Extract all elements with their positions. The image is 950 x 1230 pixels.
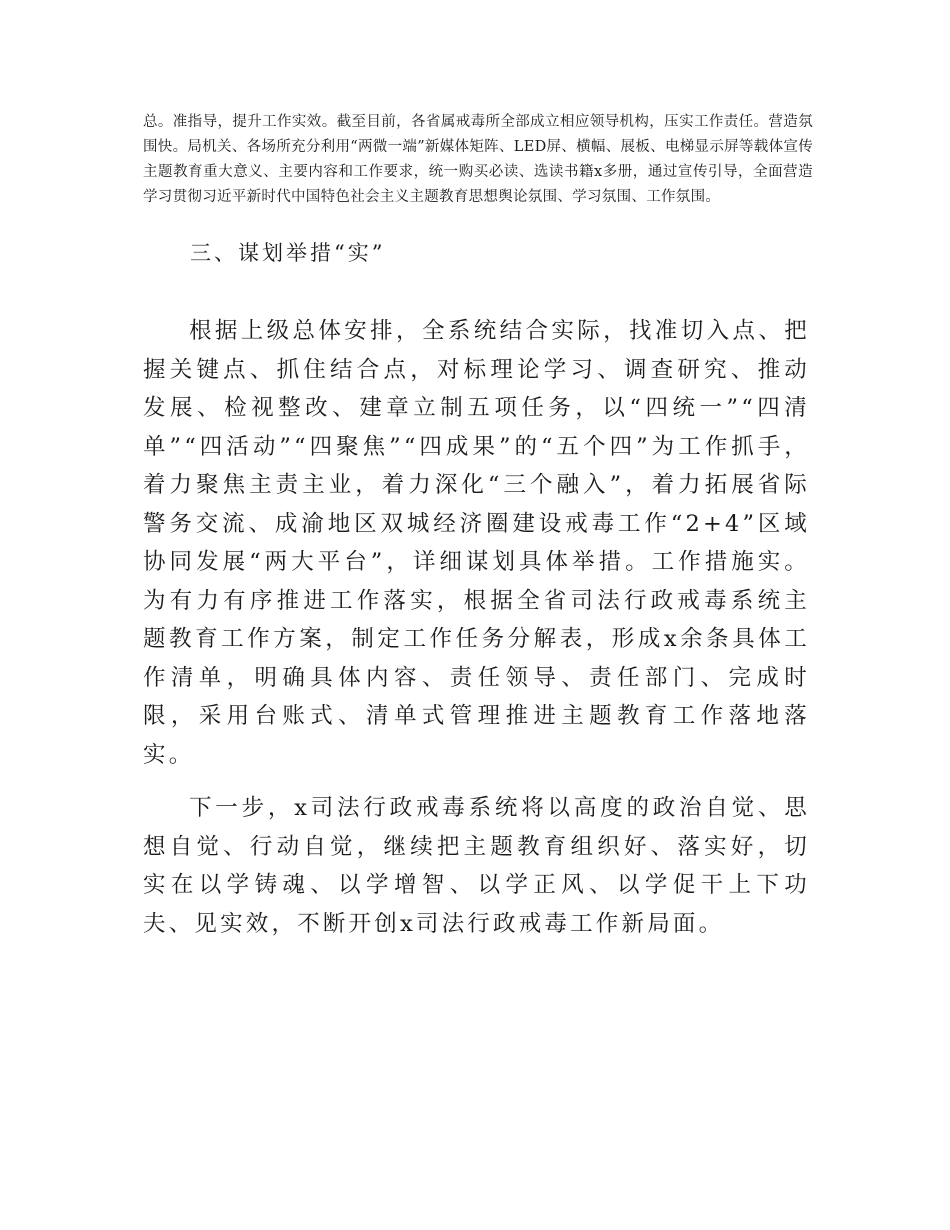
body-paragraph-next-steps: 下一步，x司法行政戒毒系统将以高度的政治自觉、思想自觉、行动自觉，继续把主题教育组织好、落实好，切实在以学铸魂、以学增智、以学正风、以学促干上下功夫、见实效，不断开创x司法行政戒毒工作新局面。 (143, 795, 810, 937)
body-paragraph-measures: 根据上级总体安排，全系统结合实际，找准切入点、把握关键点、抓住结合点，对标理论学习、调查研究、推动发展、检视整改、建章立制五项任务，以“四统一”“四清单”“四活动”“四聚焦”“四成果”的“五个四”为工作抓手，着力聚焦主责主业，着力深化“三个融入”，着力拓展省际警务交流、成渝地区双城经济圈建设戒毒工作“2+4”区域协同发展“两大平台”，详细谋划具体举措。工作措施实。为有力有序推进工作落实，根据全省司法行政戒毒系统主题教育工作方案，制定工作任务分解表，形成x余条具体工作清单，明确具体内容、责任领导、责任部门、完成时限，采用台账式、清单式管理推进主题教育工作落地落实。 (143, 318, 810, 768)
section-heading: 三、谋划举措“实” (190, 241, 386, 265)
intro-paragraph: 总。准指导，提升工作实效。截至目前，各省属戒毒所全部成立相应领导机构，压实工作责任。营造氛围快。局机关、各场所充分利用“两微一端”新媒体矩阵、LED屏、横幅、展板、电梯显示屏等载体宣传主题教育重大意义、主要内容和工作要求，统一购买必读、选读书籍x多册，通过宣传引导，全面营造学习贯彻习近平新时代中国特色社会主义主题教育思想舆论氛围、学习氛围、工作氛围。 (143, 114, 813, 205)
